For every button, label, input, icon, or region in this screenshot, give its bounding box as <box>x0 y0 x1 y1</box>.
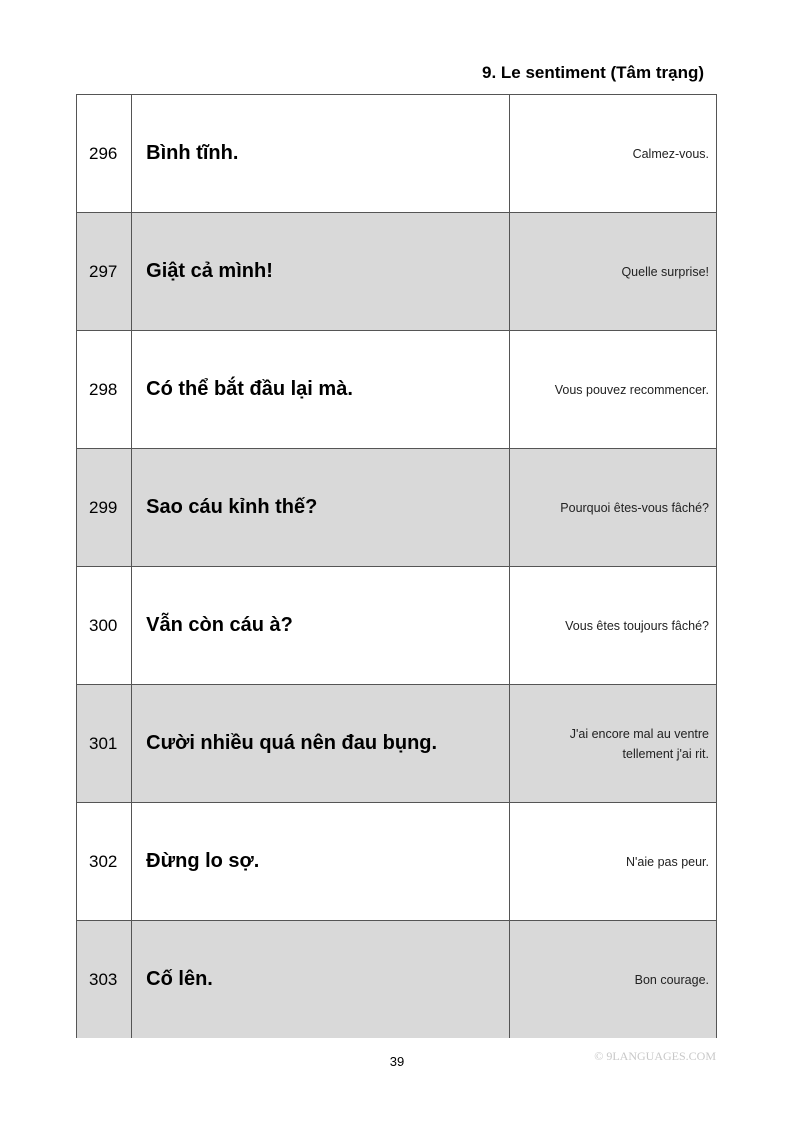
phrase-number: 297 <box>77 213 132 331</box>
phrase-row <box>77 331 717 449</box>
phrase-vietnamese: Cố lên. <box>132 921 510 1039</box>
phrase-row <box>77 95 717 213</box>
phrase-french: Vous êtes toujours fâché? <box>510 567 717 685</box>
phrase-vietnamese: Đừng lo sợ. <box>132 803 510 921</box>
phrase-vietnamese: Cười nhiều quá nên đau bụng. <box>132 685 510 803</box>
phrase-row <box>77 213 717 331</box>
phrase-vietnamese: Có thể bắt đầu lại mà. <box>132 331 510 449</box>
phrase-number: 303 <box>77 921 132 1039</box>
phrase-row <box>77 921 717 1039</box>
phrase-table <box>76 94 717 1038</box>
phrase-french <box>510 685 717 803</box>
phrase-french-text: J'ai encore mal au ventre tellement j'ai rit. <box>569 726 709 761</box>
phrase-french: Bon courage. <box>510 921 717 1039</box>
phrase-french: Pourquoi êtes-vous fâché? <box>510 449 717 567</box>
chapter-title: 9. Le sentiment (Tâm trạng) <box>482 63 704 82</box>
page-number: 39 <box>389 1054 405 1069</box>
phrase-number: 296 <box>77 95 132 213</box>
phrase-vietnamese: Bình tĩnh. <box>132 95 510 213</box>
phrase-french: N'aie pas peur. <box>510 803 717 921</box>
phrase-row <box>77 685 717 803</box>
phrase-number: 302 <box>77 803 132 921</box>
phrase-number: 300 <box>77 567 132 685</box>
phrase-vietnamese: Sao cáu kỉnh thế? <box>132 449 510 567</box>
phrase-french: Calmez-vous. <box>510 95 717 213</box>
phrase-row <box>77 567 717 685</box>
phrase-french: Quelle surprise! <box>510 213 717 331</box>
phrase-number: 301 <box>77 685 132 803</box>
phrase-number: 299 <box>77 449 132 567</box>
phrase-number: 298 <box>77 331 132 449</box>
phrase-vietnamese: Vẫn còn cáu à? <box>132 567 510 685</box>
phrase-row <box>77 803 717 921</box>
phrase-vietnamese: Giật cả mình! <box>132 213 510 331</box>
watermark: © 9LANGUAGES.COM <box>594 1049 716 1063</box>
phrase-french: Vous pouvez recommencer. <box>510 331 717 449</box>
phrase-row <box>77 449 717 567</box>
